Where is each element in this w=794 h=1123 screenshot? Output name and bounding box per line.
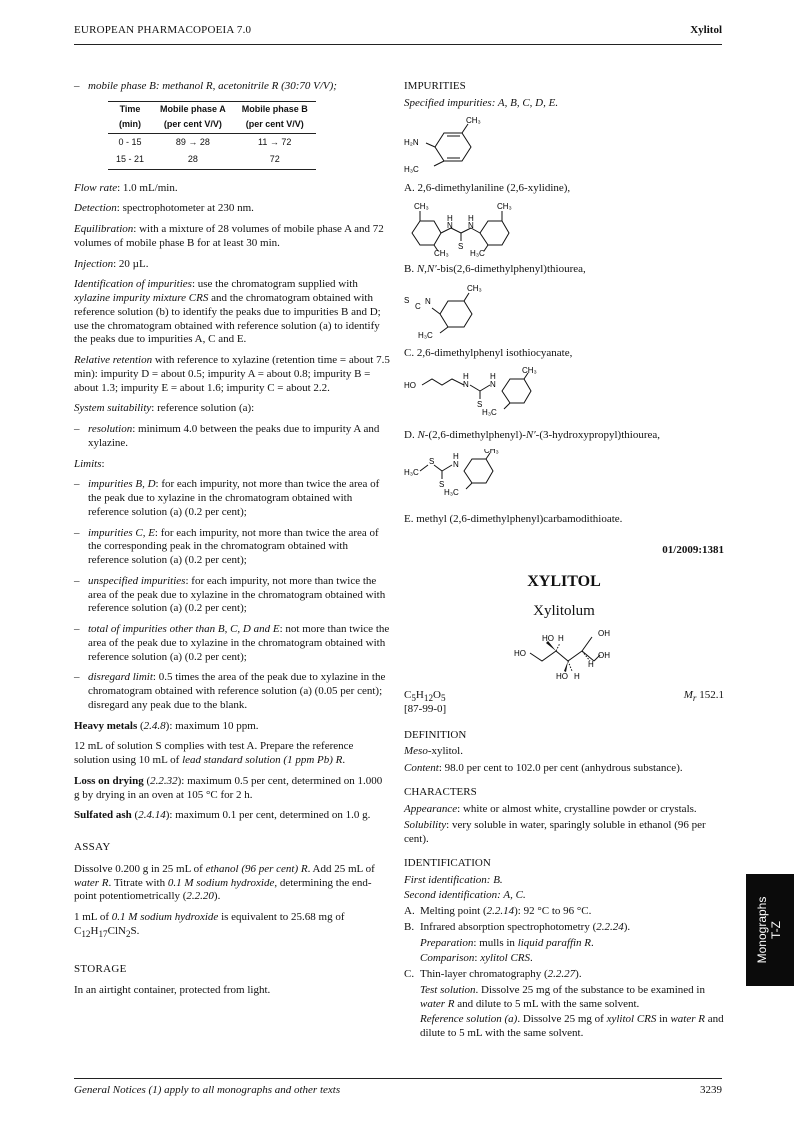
assay-text: Dissolve 0.200 g in 25 mL of ethanol (96 per cent) R. Add 25 mL of water R. Titrate with 0.1 M sodium hydroxide, determining the end-point potentiometrically (2.2.20). bbox=[74, 862, 375, 903]
footer-rule bbox=[74, 1078, 722, 1079]
table-cell: 89 → 28 bbox=[175, 137, 210, 148]
id-test-a: A. Melting point (2.2.14): 92 °C to 96 °C. bbox=[404, 905, 592, 917]
identification-heading: IDENTIFICATION bbox=[404, 856, 491, 869]
limit-item: – impurities B, D: for each impurity, not more than twice the area of the peak due to xylazine in the chromatogram obtained with reference solution (a) (0.2 per cent); bbox=[74, 478, 380, 518]
methyl-label: H₃C bbox=[444, 487, 459, 497]
monograph-code: 01/2009:1381 bbox=[662, 544, 724, 557]
carbon-label: C bbox=[415, 302, 421, 311]
table-row bbox=[108, 151, 316, 169]
table-cell: 0 - 15 bbox=[118, 137, 142, 148]
first-identification: First identification: B. bbox=[404, 873, 503, 886]
methyl-label: CH₃ bbox=[522, 366, 537, 375]
col-subheader-phase-a: (per cent V/V) bbox=[152, 117, 234, 133]
header-monograph: Xylitol bbox=[690, 24, 722, 36]
header-rule bbox=[74, 44, 722, 45]
comparison: Comparison: xylitol CRS. bbox=[420, 952, 533, 965]
table-row bbox=[108, 134, 316, 152]
impurity-a-structure bbox=[404, 114, 514, 176]
left-column bbox=[74, 80, 390, 1005]
limit-item: – unspecified impurities: for each impurity, not more than twice the area of the peak due to xylazine in the chromatogram obtained with reference solution (a) (0.2 per cent); bbox=[74, 574, 386, 615]
definition-text: Meso-xylitol. bbox=[404, 745, 463, 758]
col-subheader-time: (min) bbox=[108, 117, 152, 133]
hydrogen-label: H bbox=[558, 633, 564, 643]
hydroxyl-label: HO bbox=[542, 633, 554, 643]
relative-retention: Relative retention with reference to xylazine (retention time = about 7.5 min): impurity D = about 0.5; impurity A = about 0.8; impurity B = about 1.3; impurity E = about 1.6; impurity C = about 2.2. bbox=[74, 354, 390, 394]
impurity-d-structure bbox=[404, 367, 554, 423]
storage-heading: STORAGE bbox=[74, 962, 127, 975]
xylitol-structure bbox=[512, 627, 622, 683]
sulfur-label: S bbox=[429, 456, 435, 466]
page-number: 3239 bbox=[700, 1084, 722, 1096]
test-solution: Test solution. Dissolve 25 mg of the substance to be examined in water R and dilute to 5 mL with the same solvent. bbox=[420, 983, 705, 1010]
methyl-label: CH₃ bbox=[466, 115, 481, 125]
second-identification: Second identification: A, C. bbox=[404, 889, 526, 902]
header-publication: EUROPEAN PHARMACOPOEIA 7.0 bbox=[74, 24, 252, 36]
monograph-title: XYLITOL bbox=[527, 573, 601, 590]
id-test-c: C. Thin-layer chromatography (2.2.27). bbox=[404, 968, 582, 980]
impurity-a-name: A. 2,6-dimethylaniline (2,6-xylidine), bbox=[404, 181, 571, 194]
content: Content: 98.0 per cent to 102.0 per cent (anhydrous substance). bbox=[404, 762, 683, 774]
id-test-b: B. Infrared absorption spectrophotometry (2.2.24). bbox=[404, 920, 631, 933]
nitrogen-label: N bbox=[453, 459, 459, 469]
hydrogen-label: H bbox=[468, 214, 474, 224]
nitrogen-label: N bbox=[447, 221, 453, 231]
gradient-table bbox=[108, 101, 316, 170]
side-tab-range: T-Z bbox=[769, 921, 783, 939]
page-header bbox=[74, 24, 722, 38]
injection: Injection: 20 µL. bbox=[74, 257, 149, 270]
definition-heading: DEFINITION bbox=[404, 728, 467, 741]
impurity-e-name: E. methyl (2,6-dimethylphenyl)carbamodithioate. bbox=[404, 512, 623, 525]
monographs-side-tab bbox=[746, 874, 794, 986]
limit-item: – total of impurities other than B, C, D and E: not more than twice the area of the peak due to xylazine in the chromatogram obtained with reference solution (a) (0.2 per cent); bbox=[74, 623, 390, 663]
methyl-label: CH₃ bbox=[484, 448, 499, 455]
limit-item: – impurities C, E: for each impurity, not more than twice the area of the corresponding peak in the chromatogram obtained with reference solution (a) (0.2 per cent); bbox=[74, 526, 379, 567]
specified-impurities: Specified impurities: A, B, C, D, E. bbox=[404, 96, 559, 109]
hydrogen-label: H bbox=[574, 671, 580, 681]
sulfur-label: S bbox=[477, 399, 483, 409]
nitrogen-label: N bbox=[490, 379, 496, 389]
molecular-mass: $M_r$ 152.1 bbox=[683, 688, 724, 703]
molecular-formula: $C_5H_{12}O_5$ bbox=[404, 688, 446, 703]
nitrogen-label: N bbox=[463, 379, 469, 389]
equilibration: Equilibration: with a mixture of 28 volumes of mobile phase A and 72 volumes of mobile phase B for at least 30 min. bbox=[74, 223, 384, 249]
amine-label: H₂N bbox=[404, 137, 419, 147]
appearance: Appearance: white or almost white, crystalline powder or crystals. bbox=[404, 802, 697, 815]
methyl-label: CH₃ bbox=[414, 202, 429, 212]
methyl-label: CH₃ bbox=[497, 202, 512, 212]
hydrogen-label: H bbox=[447, 214, 453, 224]
system-suitability: System suitability: reference solution (a): bbox=[74, 402, 255, 415]
table-cell: 11 → 72 bbox=[258, 137, 292, 148]
sulfur-label: S bbox=[439, 479, 445, 489]
methyl-label: H₃C bbox=[404, 164, 419, 174]
hydrogen-label: H bbox=[588, 659, 594, 669]
hydrogen-label: H bbox=[490, 371, 496, 381]
footer-notice: General Notices (1) apply to all monographs and other texts bbox=[74, 1084, 341, 1096]
right-column bbox=[404, 80, 724, 1043]
identification-of-impurities: Identification of impurities: use the chromatogram supplied with xylazine impurity mixture CRS and the chromatogram obtained with reference solution (b) to identify the peaks due to impurities B and D; use the chromatogram obtained with reference solution (a) to identify the peaks due to impurities A, C and E. bbox=[74, 278, 381, 346]
methyl-label: H₃C bbox=[470, 249, 485, 258]
hydrogen-label: H bbox=[463, 371, 469, 381]
methyl-label: CH₃ bbox=[467, 284, 482, 293]
impurities-heading: IMPURITIES bbox=[404, 80, 466, 92]
mobile-phase-b: – mobile phase B: methanol R, acetonitrile R (30:70 V/V); bbox=[74, 80, 337, 92]
methyl-label: H₃C bbox=[482, 407, 497, 417]
col-header-phase-b: Mobile phase B bbox=[234, 101, 316, 117]
monograph-latin-name: Xylitolum bbox=[533, 603, 595, 619]
col-header-phase-a: Mobile phase A bbox=[152, 101, 234, 117]
sulfur-label: S bbox=[404, 296, 410, 305]
table-cell: 15 - 21 bbox=[108, 151, 152, 169]
cas-number: [87-99-0] bbox=[404, 702, 447, 715]
impurity-c-structure bbox=[404, 283, 514, 341]
impurity-b-structure bbox=[404, 201, 524, 257]
sulfated-ash: Sulfated ash (2.4.14): maximum 0.1 per cent, determined on 1.0 g. bbox=[74, 809, 371, 822]
hydroxyl-label: HO bbox=[404, 380, 416, 390]
heavy-metals-text: 12 mL of solution S complies with test A. Prepare the reference solution using 10 mL of lead standard solution (1 ppm Pb) R. bbox=[74, 740, 354, 767]
methyl-label: H₃C bbox=[418, 331, 433, 340]
molecular-formula-line bbox=[404, 689, 724, 703]
col-header-time: Time bbox=[108, 101, 152, 117]
preparation: Preparation: mulls in liquid paraffin R. bbox=[420, 936, 594, 949]
assay-heading: ASSAY bbox=[74, 841, 111, 854]
limit-item: – disregard limit: 0.5 times the area of the peak due to xylazine in the chromatogram obtained with reference solution (a) (0.05 per cent); disregard any peak due to the blank. bbox=[74, 671, 386, 711]
resolution: – resolution: minimum 4.0 between the peaks due to impurity A and xylazine. bbox=[74, 423, 380, 449]
heavy-metals: Heavy metals (2.4.8): maximum 10 ppm. bbox=[74, 719, 259, 732]
hydroxyl-label: HO bbox=[514, 648, 526, 658]
side-tab-label: Monographs bbox=[755, 896, 770, 964]
impurity-b-name: B. N,N′-bis(2,6-dimethylphenyl)thiourea, bbox=[404, 263, 586, 276]
solubility: Solubility: very soluble in water, sparingly soluble in ethanol (96 per cent). bbox=[404, 819, 706, 845]
limits-label: Limits: bbox=[74, 457, 105, 470]
methyl-label: CH₃ bbox=[434, 249, 449, 258]
characters-heading: CHARACTERS bbox=[404, 785, 477, 798]
impurity-d-name: D. N-(2,6-dimethylphenyl)-N′-(3-hydroxypropyl)thiourea, bbox=[404, 428, 660, 441]
nitrogen-label: N bbox=[425, 297, 431, 306]
flow-rate: Flow rate: 1.0 mL/min. bbox=[74, 181, 178, 194]
impurity-e-structure bbox=[404, 449, 524, 507]
sulfur-label: S bbox=[458, 242, 464, 252]
hydroxyl-label: HO bbox=[556, 671, 568, 681]
table-cell: 28 bbox=[152, 151, 234, 169]
hydrogen-label: H bbox=[453, 451, 459, 461]
storage-text: In an airtight container, protected from light. bbox=[74, 984, 271, 997]
table-cell: 72 bbox=[234, 151, 316, 169]
loss-on-drying: Loss on drying (2.2.32): maximum 0.5 per cent, determined on 1.000 g by drying in an oven at 105 °C for 2 h. bbox=[74, 774, 383, 801]
hydroxyl-label: OH bbox=[598, 628, 610, 638]
col-subheader-phase-b: (per cent V/V) bbox=[234, 117, 316, 133]
assay-equivalence: 1 mL of 0.1 M sodium hydroxide is equivalent to 25.68 mg of $C_{12}H_{17}ClN_2S$. bbox=[74, 911, 345, 940]
nitrogen-label: N bbox=[468, 221, 474, 231]
detection: Detection: spectrophotometer at 230 nm. bbox=[74, 202, 254, 215]
methyl-label: H₃C bbox=[404, 467, 419, 477]
reference-solution-a: Reference solution (a). Dissolve 25 mg of xylitol CRS in water R and dilute to 5 mL with the same solvent. bbox=[420, 1013, 724, 1039]
impurity-c-name: C. 2,6-dimethylphenyl isothiocyanate, bbox=[404, 347, 573, 359]
hydroxyl-label: OH bbox=[598, 650, 610, 660]
